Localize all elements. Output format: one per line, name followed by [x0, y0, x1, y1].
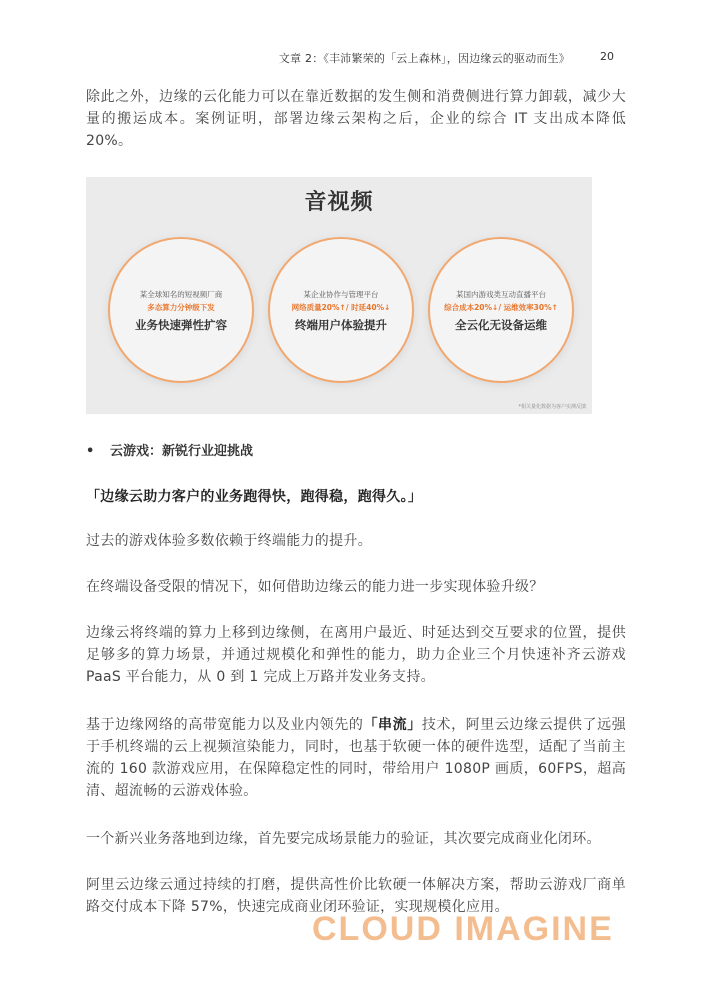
case-metric: 综合成本20%↓/ 运维效率30%↑ — [444, 303, 558, 312]
bullet-dot: • — [86, 444, 95, 459]
page-header — [0, 50, 710, 70]
header-title: 文章 2：《丰沛繁荣的「云上森林」，因边缘云的驱动而生》 — [278, 52, 570, 65]
section-heading-text: 云游戏：新锐行业迎挑战 — [110, 444, 254, 459]
paragraph-3: 边缘云将终端的算力上移到边缘侧，在离用户最近、时延达到交互要求的位置，提供足够多的算力场景，并通过规模化和弹性的能力，助力企业三个月快速补齐云游戏 PaaS 平台能力，从 0 到 1 完成上万路并发业务支持。 — [86, 625, 626, 685]
case-headline: 全云化无设备运维 — [455, 318, 547, 332]
case-circle-1 — [108, 237, 254, 383]
intro-paragraph: 除此之外，边缘的云化能力可以在靠近数据的发生侧和消费侧进行算力卸载，减少大量的搬运成本。案例证明，部署边缘云架构之后，企业的综合 IT 支出成本降低 20%。 — [86, 89, 626, 149]
paragraph-5: 一个新兴业务落地到边缘，首先要完成场景能力的验证，其次要完成商业化闭环。 — [86, 831, 601, 847]
case-headline: 业务快速弹性扩容 — [135, 318, 227, 332]
case-caption: 某国内游戏类互动直播平台 — [456, 290, 546, 299]
case-metric: 网络质量20%↑/ 时延40%↓ — [291, 303, 391, 312]
section-heading — [86, 440, 253, 459]
case-caption: 某全球知名的短视频厂商 — [139, 290, 223, 299]
paragraph-4-bold: 「串流」 — [363, 717, 422, 733]
case-circle-3 — [428, 237, 574, 383]
figure-title: 音视频 — [304, 190, 374, 215]
paragraph-1: 过去的游戏体验多数依赖于终端能力的提升。 — [86, 533, 372, 549]
pull-quote: 「边缘云助力客户的业务跑得快，跑得稳，跑得久。」 — [86, 489, 423, 505]
case-circle-2 — [268, 237, 414, 383]
figure-footnote: *相关量化数据为客户实测反馈 — [518, 404, 586, 410]
audio-video-figure — [86, 177, 592, 414]
paragraph-4-pre: 基于边缘网络的高带宽能力以及业内领先的 — [86, 717, 364, 733]
case-caption: 某企业协作与管理平台 — [303, 290, 379, 299]
paragraph-4 — [86, 714, 626, 802]
watermark-logo: CLOUD IMAGINE — [312, 910, 614, 948]
paragraph-4-post: 技术，阿里云边缘云提供了远强于手机终端的云上视频渲染能力，同时，也基于软硬一体的硬件选型，适配了当前主流的 160 款游戏应用，在保障稳定性的同时，带给用户 1080P 画质，60FPS，超高清、超流畅的云游戏体验。 — [86, 717, 627, 799]
paragraph-6: 阿里云边缘云通过持续的打磨，提供高性价比软硬一体解决方案，帮助云游戏厂商单路交付成本下降 57%，快速完成商业闭环验证，实现规模化应用。 — [86, 877, 626, 915]
case-metric: 多态算力分钟级下发 — [147, 303, 215, 312]
paragraph-2: 在终端设备受限的情况下，如何借助边缘云的能力进一步实现体验升级？ — [86, 579, 544, 595]
page-number: 20 — [600, 50, 614, 63]
case-headline: 终端用户体验提升 — [295, 318, 387, 332]
